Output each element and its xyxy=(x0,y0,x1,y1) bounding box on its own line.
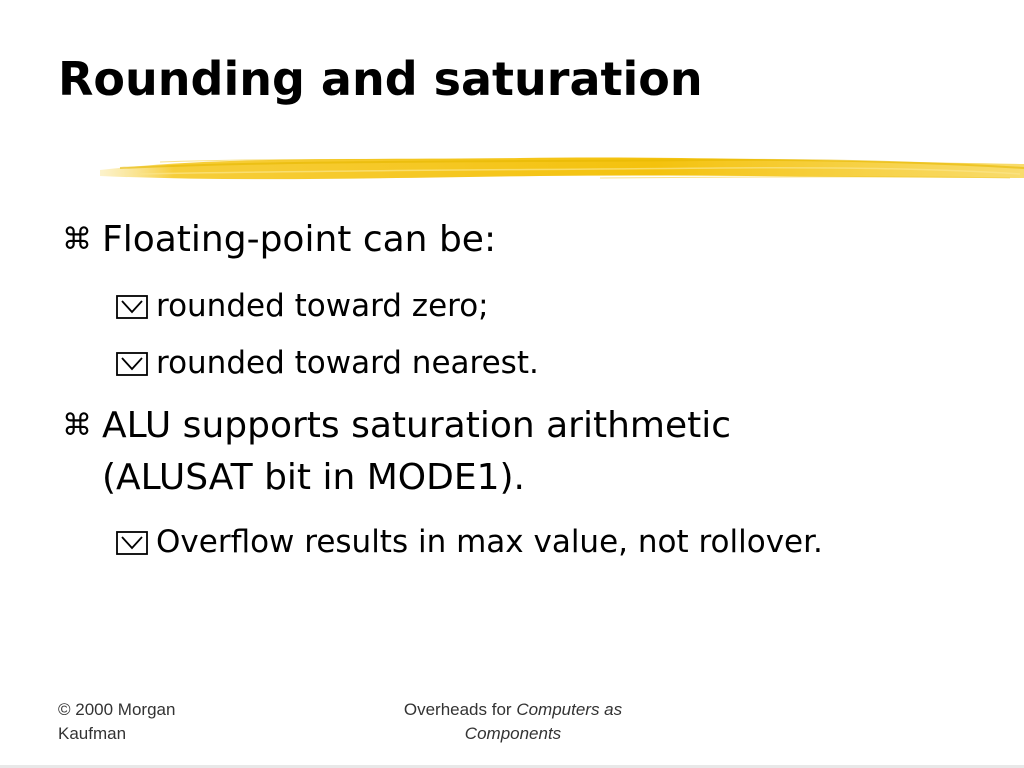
bullet-text: rounded toward zero; xyxy=(156,288,489,324)
bullet-text: Overflow results in max value, not rollover. xyxy=(156,524,823,560)
checkbox-check-icon xyxy=(114,528,156,558)
list-item xyxy=(114,284,489,328)
command-key-icon: ⌘ xyxy=(62,222,92,257)
bullet-text: Floating-point can be: xyxy=(102,219,497,260)
checkbox-check-icon xyxy=(114,349,156,379)
footer-book-title: Computers as Components xyxy=(464,700,623,743)
command-key-icon: ⌘ xyxy=(62,408,92,443)
bullet-text: rounded toward nearest. xyxy=(156,345,539,381)
bullet-text: ALU supports saturation arithmetic xyxy=(102,405,732,446)
list-item xyxy=(62,214,496,266)
checkbox-check-icon xyxy=(114,292,156,322)
slide-title: Rounding and saturation xyxy=(58,52,703,106)
bullet-text-continuation: (ALUSAT bit in MODE1). xyxy=(102,457,525,498)
list-item xyxy=(114,341,539,385)
footer-copyright: © 2000 Morgan Kaufman xyxy=(58,700,176,743)
footer-course-title xyxy=(360,698,666,746)
list-item xyxy=(62,400,731,504)
list-item xyxy=(114,520,823,564)
footer-prefix: Overheads for xyxy=(403,700,517,719)
